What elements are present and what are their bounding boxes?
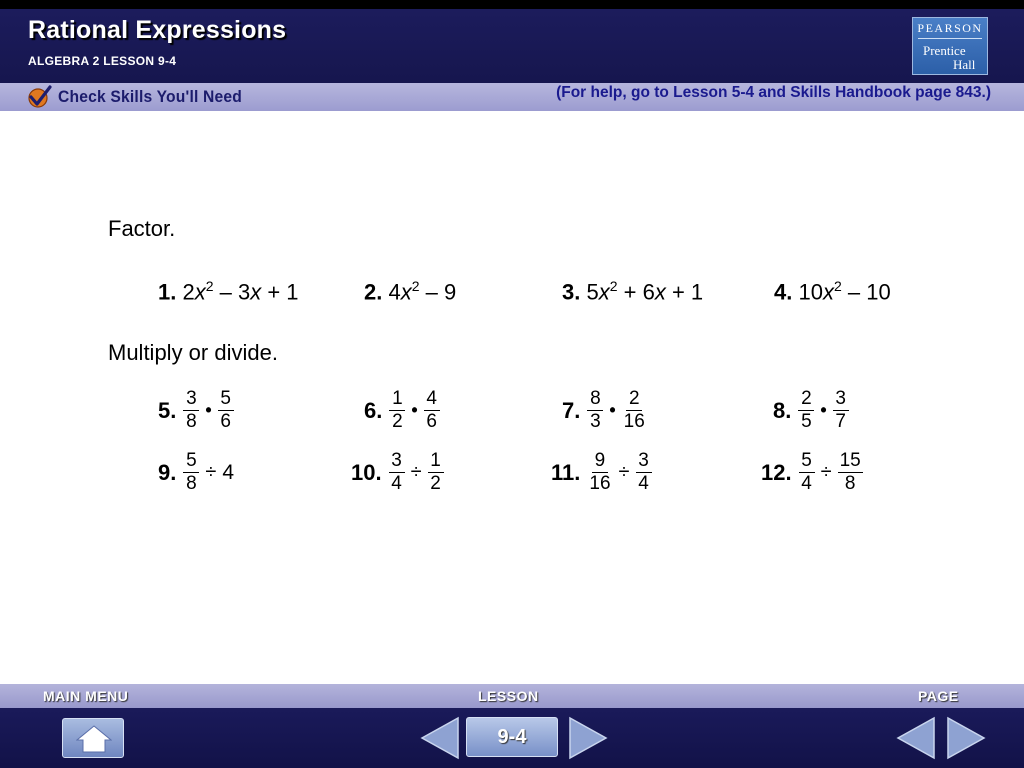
fraction (428, 450, 444, 495)
problem-number: 6. (364, 397, 383, 423)
exponent: 2 (205, 278, 214, 294)
home-icon (76, 725, 112, 753)
multiply-operator: • (609, 400, 616, 420)
denominator: 4 (391, 473, 402, 494)
home-button[interactable] (62, 718, 124, 758)
lesson-label: LESSON (478, 688, 539, 704)
footer-label-bar (0, 684, 1024, 708)
fraction (636, 450, 652, 495)
denominator: 4 (801, 473, 812, 494)
fraction-problem (351, 450, 447, 495)
variable: x (250, 279, 262, 305)
term: – 3 (213, 279, 251, 305)
term: + 6 (617, 279, 655, 305)
fraction (389, 388, 405, 433)
fraction-problem (364, 388, 443, 433)
numerator: 5 (799, 450, 815, 473)
logo-divider (918, 38, 982, 39)
term: 5 (586, 279, 599, 305)
numerator: 2 (626, 388, 642, 411)
check-icon (26, 85, 52, 109)
factor-problem (158, 278, 299, 305)
problem-number: 2. (364, 279, 383, 305)
lesson-prev-arrow-icon[interactable] (420, 716, 460, 760)
fraction (833, 388, 849, 433)
fraction (838, 450, 863, 495)
factor-heading: Factor. (108, 216, 176, 241)
variable: x (598, 279, 610, 305)
multiply-operator: • (411, 400, 418, 420)
denominator: 5 (801, 411, 812, 432)
denominator: 8 (186, 411, 197, 432)
header (0, 9, 1024, 83)
fraction (389, 450, 405, 495)
divide-operator: ÷ (205, 461, 217, 483)
fraction-problem (773, 388, 852, 433)
problem-number: 4. (774, 279, 793, 305)
numerator: 1 (428, 450, 444, 473)
numerator: 4 (424, 388, 440, 411)
denominator: 2 (430, 473, 441, 494)
logo-pearson: PEARSON (917, 21, 983, 35)
problem-number: 3. (562, 279, 581, 305)
denominator: 16 (589, 473, 611, 494)
fraction-problem (551, 450, 655, 495)
problem-number: 1. (158, 279, 177, 305)
exponent: 2 (609, 278, 618, 294)
denominator: 4 (638, 473, 649, 494)
fraction (183, 450, 199, 495)
term: – 9 (419, 279, 457, 305)
fraction (798, 388, 814, 433)
logo-hall: Hall (953, 57, 976, 72)
term: 2 (182, 279, 195, 305)
numerator: 9 (592, 450, 608, 473)
denominator: 16 (623, 411, 645, 432)
whole-number: 4 (222, 460, 235, 484)
numerator: 5 (183, 450, 199, 473)
term: – 10 (841, 279, 891, 305)
numerator: 3 (183, 388, 199, 411)
lesson-number-button[interactable]: 9-4 (466, 717, 558, 757)
fraction-problem (158, 450, 237, 495)
variable: x (654, 279, 666, 305)
variable: x (822, 279, 834, 305)
variable: x (194, 279, 206, 305)
page-prev-arrow-icon[interactable] (896, 716, 936, 760)
problem-number: 12. (761, 459, 792, 485)
page-next-arrow-icon[interactable] (946, 716, 986, 760)
help-reference: (For help, go to Lesson 5-4 and Skills Handbook page 843.) (556, 84, 991, 101)
lesson-next-arrow-icon[interactable] (568, 716, 608, 760)
denominator: 7 (835, 411, 846, 432)
factor-problem (364, 278, 456, 305)
fraction (622, 388, 647, 433)
numerator: 3 (833, 388, 849, 411)
exponent: 2 (833, 278, 842, 294)
main-menu-label: MAIN MENU (43, 688, 129, 704)
term: 4 (388, 279, 401, 305)
exponent: 2 (411, 278, 420, 294)
numerator: 3 (636, 450, 652, 473)
numerator: 1 (389, 388, 405, 411)
problem-number: 7. (562, 397, 581, 423)
denominator: 6 (220, 411, 231, 432)
check-skills-bar (0, 83, 1024, 111)
factor-problem (774, 278, 891, 305)
check-skills-label: Check Skills You'll Need (58, 87, 243, 106)
multiply-operator: • (820, 400, 827, 420)
denominator: 6 (426, 411, 437, 432)
lesson-subtitle: ALGEBRA 2 LESSON 9-4 (28, 54, 177, 68)
fraction (218, 388, 234, 433)
factor-problem (562, 278, 703, 305)
fraction (183, 388, 199, 433)
top-border (0, 0, 1024, 9)
denominator: 2 (392, 411, 403, 432)
problem-number: 5. (158, 397, 177, 423)
multiply-operator: • (205, 400, 212, 420)
numerator: 2 (798, 388, 814, 411)
logo-prentice: Prentice (923, 43, 966, 58)
variable: x (400, 279, 412, 305)
term: + 1 (261, 279, 299, 305)
problem-number: 8. (773, 397, 792, 423)
page-title: Rational Expressions (28, 16, 287, 44)
fraction (799, 450, 815, 495)
divide-operator: ÷ (618, 461, 630, 483)
problem-number: 11. (551, 459, 581, 485)
multiply-heading: Multiply or divide. (108, 340, 278, 365)
term: + 1 (665, 279, 704, 305)
divide-operator: ÷ (410, 461, 422, 483)
fraction-problem (562, 388, 650, 433)
numerator: 5 (218, 388, 234, 411)
page-label: PAGE (918, 688, 959, 704)
problem-number: 10. (351, 459, 382, 485)
divide-operator: ÷ (820, 461, 832, 483)
denominator: 8 (844, 473, 856, 494)
numerator: 3 (389, 450, 405, 473)
denominator: 3 (590, 411, 601, 432)
pearson-logo (912, 17, 988, 75)
fraction-problem (158, 388, 237, 433)
numerator: 8 (587, 388, 603, 411)
denominator: 8 (186, 473, 197, 494)
fraction (587, 388, 603, 433)
numerator: 15 (839, 450, 861, 471)
fraction (424, 388, 440, 433)
footer-nav (0, 708, 1024, 768)
fraction (587, 450, 612, 495)
fraction-problem (761, 450, 866, 495)
problem-number: 9. (158, 459, 177, 485)
term: 10 (798, 279, 823, 305)
